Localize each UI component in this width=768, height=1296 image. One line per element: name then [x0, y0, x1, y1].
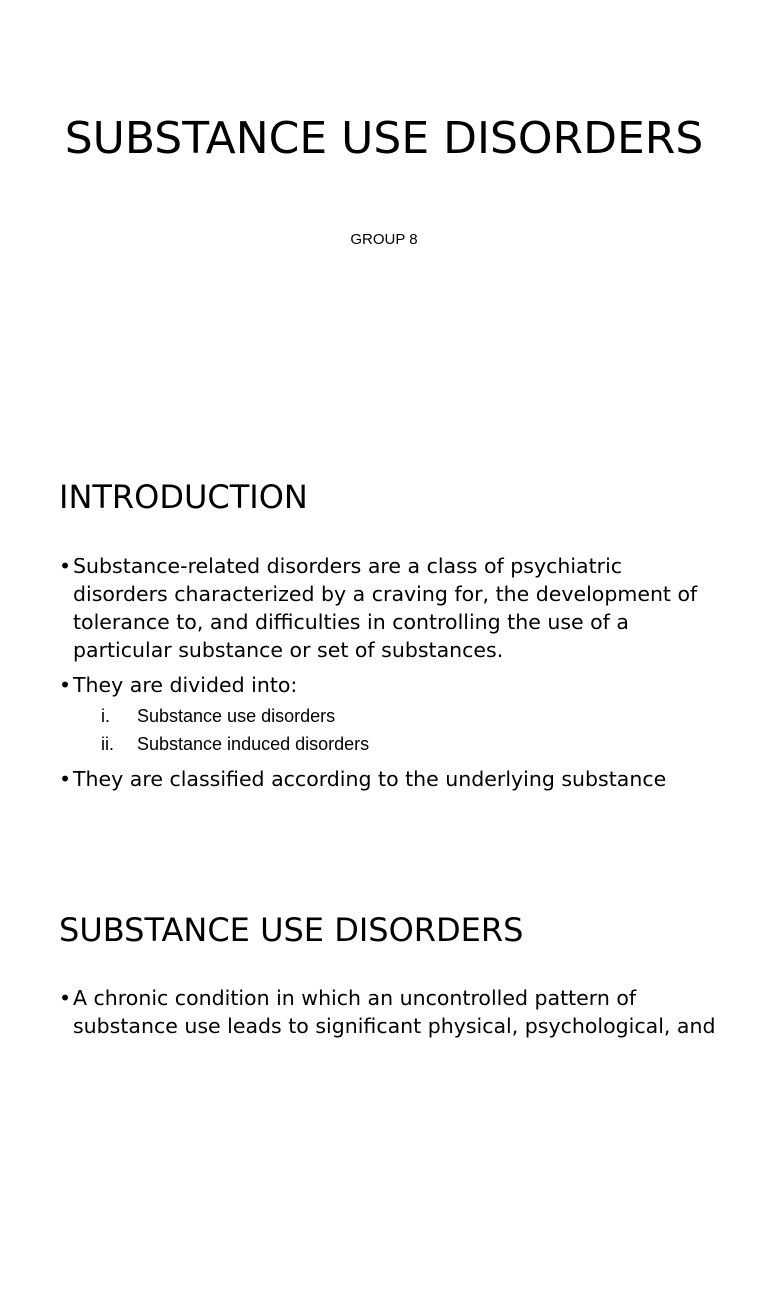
bullet-dot-icon: • [59, 673, 72, 697]
sublist-item [73, 702, 719, 730]
bullet-item [59, 765, 719, 793]
slide-heading: INTRODUCTION [59, 478, 308, 516]
bullet-text: They are divided into: [73, 673, 298, 697]
bullet-list [59, 552, 719, 800]
sublist-item-text: Substance induced disorders [137, 734, 370, 754]
bullet-list [59, 984, 719, 1047]
bullet-text: A chronic condition in which an uncontrolled pattern of substance use leads to significant physical, psychological, and [73, 986, 716, 1038]
sublist-item-number: i. [101, 706, 110, 726]
bullet-item [59, 984, 719, 1040]
bullet-dot-icon: • [59, 767, 72, 791]
sublist-item [73, 730, 719, 758]
sublist-item-number: ii. [101, 734, 114, 754]
introduction-slide [0, 432, 768, 864]
presentation-title: SUBSTANCE USE DISORDERS [64, 113, 704, 164]
bullet-item [59, 671, 719, 758]
slide-heading: SUBSTANCE USE DISORDERS [59, 911, 524, 949]
sublist-item-text: Substance use disorders [137, 706, 336, 726]
substance-use-disorders-slide [0, 864, 768, 1296]
bullet-dot-icon: • [59, 986, 72, 1010]
numbered-sublist [73, 702, 719, 758]
bullet-dot-icon: • [59, 554, 72, 578]
bullet-text: They are classified according to the underlying substance [73, 767, 667, 791]
bullet-item [59, 552, 719, 664]
bullet-text: Substance-related disorders are a class of psychiatric disorders characterized by a craving for, the development of tolerance to, and difficulties in controlling the use of a particular substance or set of substances. [73, 554, 698, 662]
presentation-subtitle: GROUP 8 [350, 231, 418, 248]
title-slide [0, 0, 768, 432]
